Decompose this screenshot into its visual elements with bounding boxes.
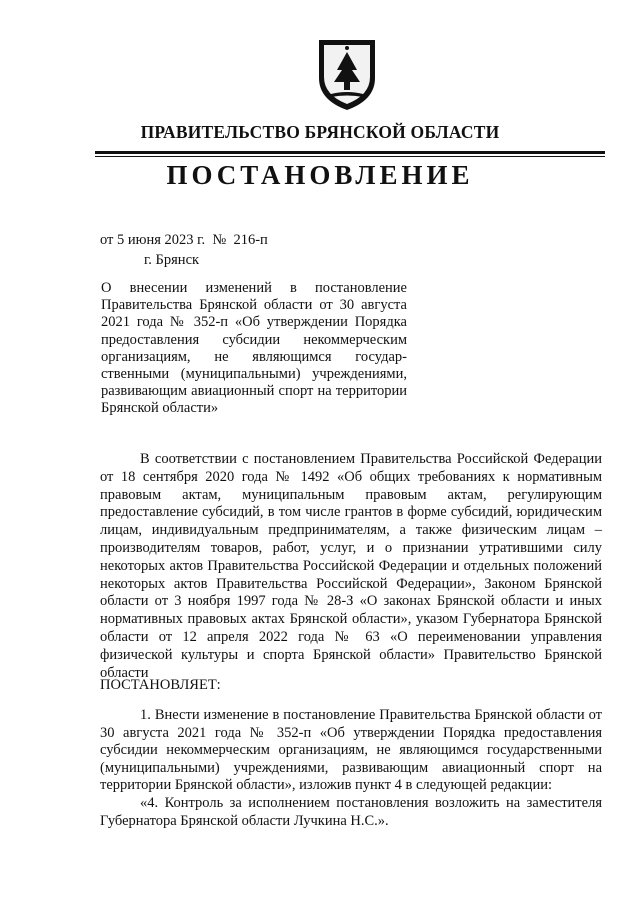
- document-type-title: ПОСТАНОВЛЕНИЕ: [166, 160, 474, 190]
- clause-1-new-wording: «4. Контроль за исполнением постановления возложить на заместителя Губернатора Брянской области Лучкина Н.С.».: [100, 795, 602, 829]
- coat-of-arms-icon: [315, 34, 379, 112]
- document-date: 5 июня 2023 г.: [117, 232, 206, 248]
- document-number: 216-п: [233, 232, 268, 248]
- clause-1: 1. Внести изменение в постановление Правительства Брянской области от 30 августа 2021 года № 352-п «Об утверждении Порядка предоставления субсидии некоммерческим организациям, не являющимся государственными (муниципальными) учреждениями, развивающим авиационный спорт на территории Брянской области», изложив пункт 4 в следующей редакции:: [100, 707, 602, 794]
- decree-word: ПОСТАНОВЛЯЕТ:: [100, 677, 221, 693]
- date-number-line: [100, 232, 268, 249]
- number-sign: №: [212, 232, 227, 248]
- document-subject: О внесении изменений в постановление Правительства Брянской области от 30 августа 2021 года № 352-п «Об утверждении Порядка предоставления субсидии некоммерческим организациям, не являющимся государственными (муниципальными) учреждениями, развивающим авиационный спорт на территории Брянской области»: [101, 280, 407, 417]
- preamble-paragraph: В соответствии с постановлением Правительства Российской Федерации от 18 сентября 2020 года № 1492 «Об общих требованиях к нормативным правовым актам, муниципальным правовым актам, регулирующим предоставление субсидий, в том числе грантов в форме субсидий, юридическим лицам, индивидуальным предпринимателям, а также физическим лицам – производителям товаров, работ, услуг, и о признании утратившими силу некоторых актов Правительства Российской Федерации и отдельных положений некоторых актов Правительства Российской Федерации», Законом Брянской области от 3 ноября 1997 года № 28-З «О законах Брянской области и иных нормативных правовых актах Брянской области», указом Губернатора Брянской области от 12 апреля 2022 года № 63 «О переименовании управления физической культуры и спорта Брянской области» Правительство Брянской области: [100, 451, 602, 681]
- city: г. Брянск: [144, 252, 200, 268]
- date-prefix: от: [100, 232, 114, 248]
- header-rule-thick: [95, 151, 605, 154]
- header-rule-thin: [95, 156, 605, 157]
- issuing-authority: ПРАВИТЕЛЬСТВО БРЯНСКОЙ ОБЛАСТИ: [140, 122, 500, 142]
